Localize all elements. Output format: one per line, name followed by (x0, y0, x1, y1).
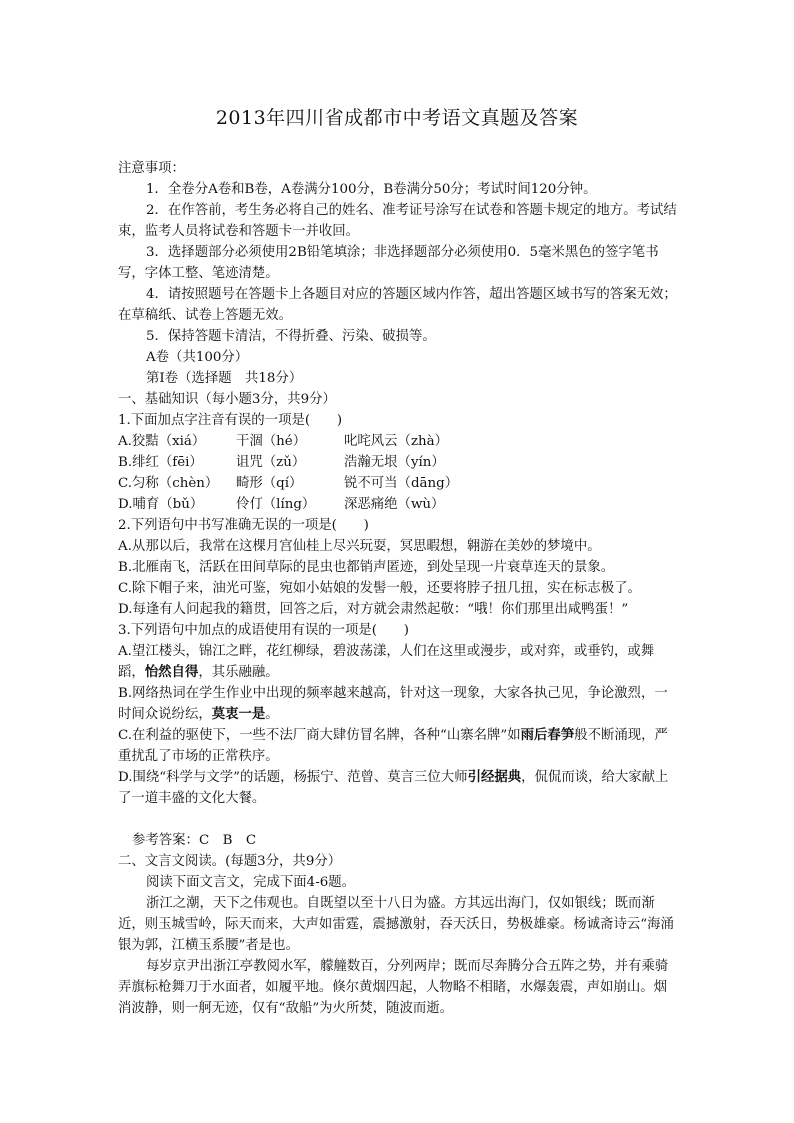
option-word: 干涸（hé） (236, 434, 307, 449)
option-word: 畸形（qí） (236, 476, 303, 491)
option-word: 锐不可当（dāng） (344, 476, 459, 491)
passage-paragraph-2: 每岁京尹出浙江亭教阅水军，艨艟数百，分列两岸；既而尽奔腾分合五阵之势，并有乘骑弄旗标枪舞刀于水面者，如履平地。倏尔黄烟四起，人物略不相睹，水爆轰震，声如崩山。烟消波静，则一舸无迹，仅有“敌船”为火所焚，随波而逝。 (118, 959, 669, 1016)
q3-option-a (118, 641, 678, 683)
option-text: B.网络热词在学生作业中出现的频率越来越高，针对这一现象，大家各执己见，争论激烈，一时间众说纷纭， (118, 686, 668, 722)
option-text: ，侃侃而谈，给大家献上了一道丰盛的文化大餐。 (118, 770, 669, 806)
option-word: 叱咤风云（zhà） (344, 434, 449, 449)
volume-a-heading: A卷（共100分） (146, 350, 249, 365)
q1-stem: 1.下面加点字注音有误的一项是( ) (118, 413, 343, 428)
option-word: 深恶痛绝（wù） (344, 497, 445, 512)
option-text: A.望江楼头，锦江之畔，花红柳绿，碧波荡漾，人们在这里或漫步，或对弈，或垂钓，或舞蹈， (118, 644, 655, 680)
notice-item-3: 3．选择题部分必须使用2B铅笔填涂；非选择题部分必须使用0．5毫米黑色的签字笔书写，字体工整、笔迹清楚。 (118, 245, 659, 281)
passage-paragraph-1: 浙江之潮，天下之伟观也。自既望以至十八日为盛。方其远出海门，仅如银线；既而渐近，则玉城雪岭，际天而来，大声如雷霆，震撼激射，吞天沃日，势极雄豪。杨诚斋诗云“海涌银为郭，江横玉系腰”者是也。 (118, 896, 674, 953)
highlighted-idiom: 雨后春笋 (520, 727, 575, 743)
q2-option-a: A.从那以后，我常在这棵月宫仙桂上尽兴玩耍，冥思暇想，翱游在美妙的梦境中。 (118, 539, 601, 554)
option-word: 伶仃（líng） (236, 497, 316, 512)
notice-heading: 注意事项： (118, 161, 185, 176)
option-text: ，其乐融融。 (198, 665, 279, 680)
q1-option-d (118, 494, 678, 515)
option-text: 。 (265, 707, 279, 722)
highlighted-idiom: 引经据典 (467, 769, 522, 785)
notice-item-2: 2．在作答前，考生务必将自己的姓名、准考证号涂写在试卷和答题卡规定的地方。考试结束，监考人员将试卷和答题卡一并收回。 (118, 203, 677, 239)
reading-instruction: 阅读下面文言文，完成下面4-6题。 (146, 875, 356, 890)
q2-option-b: B.北雁南飞，活跃在田间草际的昆虫也都销声匿迹，到处呈现一片衰草连天的景象。 (118, 560, 615, 575)
part-one-heading: 第Ⅰ卷（选择题 共18分） (146, 371, 303, 386)
option-word: 浩瀚无垠（yín） (344, 455, 445, 470)
q3-option-b (118, 683, 678, 725)
section-two-heading: 二、文言文阅读。(每题3分，共9分） (118, 854, 342, 869)
q2-option-c: C.除下帽子来，油光可鉴，宛如小姑娘的发髻一般，还要将脖子扭几扭，实在标志极了。 (118, 581, 641, 596)
q1-option-c (118, 473, 678, 494)
q1-option-b (118, 452, 678, 473)
q3-option-d (118, 767, 678, 809)
page-title: 2013年四川省成都市中考语文真题及答案 (215, 107, 579, 129)
option-text: 般不断涌现，严重扰乱了市场的正常秩序。 (118, 728, 668, 764)
notice-item-5: 5．保持答题卡清洁，不得折叠、污染、破损等。 (146, 329, 436, 344)
option-text: D.围绕“科学与文学”的话题，杨振宁、范曾、莫言三位大师 (118, 770, 468, 785)
option-word: 诅咒（zǔ） (236, 455, 306, 470)
highlighted-idiom: 怡然自得 (144, 664, 199, 680)
q3-stem: 3.下列语句中加点的成语使用有误的一项是( ) (118, 623, 410, 638)
blank-line (118, 809, 678, 830)
q2-stem: 2.下列语句中书写准确无误的一项是( ) (118, 518, 369, 533)
option-text: C.在利益的驱使下，一些不法厂商大肆仿冒名牌，各种“山寨名牌”如 (118, 728, 521, 743)
section-one-heading: 一、基础知识（每小题3分，共9分） (118, 392, 336, 407)
highlighted-idiom: 莫衷一是 (211, 706, 266, 722)
answer-key: 参考答案：C B C (132, 833, 257, 848)
option-word: A.狡黠（xiá） (118, 434, 206, 449)
option-word: D.哺育（bǔ） (118, 497, 204, 512)
q3-option-c (118, 725, 678, 767)
q2-option-d: D.每逢有人问起我的籍贯，回答之后，对方就会肃然起敬：“哦！你们那里出咸鸭蛋！” (118, 602, 629, 617)
q1-option-a (118, 431, 678, 452)
notice-item-4: 4．请按照题号在答题卡上各题目对应的答题区域内作答，超出答题区域书写的答案无效；在草稿纸、试卷上答题无效。 (118, 287, 677, 323)
option-word: B.绯红（fēi） (118, 455, 203, 470)
option-word: C.匀称（chèn） (118, 476, 219, 491)
notice-item-1: 1．全卷分A卷和B卷，A卷满分100分，B卷满分50分；考试时间120分钟。 (146, 182, 597, 197)
document-body (118, 158, 678, 1019)
